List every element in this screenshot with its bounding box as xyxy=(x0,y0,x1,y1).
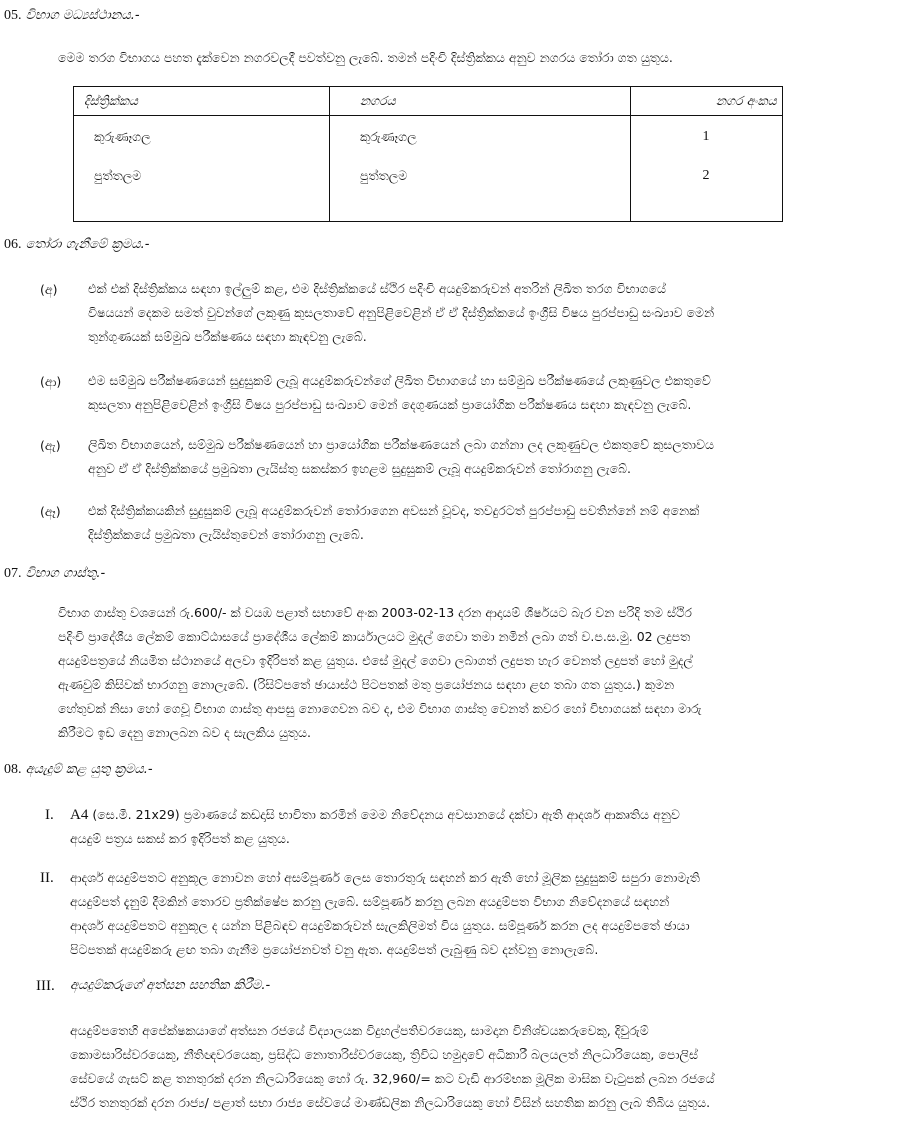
list-item: එක් දිස්ත්‍රික්කයකින් සුදුසුකම් ලැබූ අයදුම්කරුවන් තෝරාගෙන අවසන් වූවද, තවදුරටත් පුරප්පාඩු පවතින්නේ නම් අනෙක් දිස්ත්‍රික්කයේ ප්‍රමුඛතා ලැයිස්තුවෙන් තෝරාගනු ලැබේ. xyxy=(88,503,700,542)
list-item: ලිඛිත විභාගයෙන්, සම්මුඛ පරීක්ෂණයෙන් හා ප්‍රායෝගික පරීක්ෂණයෙන් ලබා ගන්නා ලද ලකුණුවල එකතුවේ කුසලතාවය අනුව ඒ ඒ දිස්ත්‍රික්කයේ ප්‍රමුඛතා ලැයිස්තු සකස්කර ඉහළම සුදුසුකම් ලැබූ අයදුම්කරුවන් තෝරාගනු ලැබේ. xyxy=(88,437,715,476)
section-title: තෝරා ගැනීමේ ක්‍රමය.- xyxy=(25,237,150,252)
table-row xyxy=(74,158,783,222)
item-label: II. xyxy=(40,870,54,886)
subsection-title: අයදුම්කරුගේ අත්සන සහතික කිරීම.- xyxy=(70,978,271,993)
venue-table xyxy=(73,86,783,222)
section-title: අයැදුම් කළ යුතු ක්‍රමය.- xyxy=(25,762,153,777)
header-city: නගරය xyxy=(330,87,631,116)
list-item: එම සම්මුඛ පරීක්ෂණයෙන් සුදුසුකම් ලැබූ අයදුම්කරුවන්ගේ ලිඛිත විභාගයේ හා සම්මුඛ පරීක්ෂණයේ ලකුණුවල එකතුවේ කුසලතා අනුපිළිවෙළින් ඉංග්‍රීසි විෂය පුරප්පාඩු සංඛ්‍යාව මෙන් දෙගුණයක් ප්‍රායෝගික පරීක්ෂණය සඳහා කැඳවනු ලැබේ. xyxy=(88,373,711,412)
section-number: 05. xyxy=(4,8,22,23)
section-number: 06. xyxy=(4,237,22,252)
cell-city: කුරුණෑගල xyxy=(330,116,631,159)
list-item: අයදුම්පතෙහි අපේක්ෂකයාගේ අත්සන රජයේ විද්‍යාලයක විදුහල්පතිවරයෙකු, සාමදාන විනිශ්චයකරුවෙකු, දිවුරුම් කොමසාරිස්වරයෙකු, නීතිඥවරයෙකු, ප්‍රසිද්ධ නොතාරිස්වරයෙකු, ත්‍රිවිධ හමුදාවේ අධිකාරී බලයලත් නිලධාරියෙකු, පොලිස් සේවයේ ගැසට් කළ තනතුරක් දරන නිලධාරියෙකු හෝ රු. 32,960/= කට වැඩි ආරම්භක මූලික මාසික වැටුපක් ලබන රජයේ ස්ථිර තනතුරක් දරන රාජ්‍ය/ පළාත් සභා රාජ්‍ය සේවයේ මාණ්ඩලික නිලධාරියෙකු හෝ විසින් සහතික කරනු ලැබ තිබිය යුතුය. xyxy=(70,1023,715,1110)
section-08-heading xyxy=(4,762,153,778)
paper-size-lead: A4 xyxy=(70,807,89,823)
section-07-body: විභාග ගාස්තු වශයෙන් රු.600/- ක් වයඹ පළාත් සභාවේ අංක 2003-02-13 දරන ආදායම් ශීර්ෂයට බැර වන පරිදි තම ස්ථිර පදිංචි ප්‍රාදේශීය ලේකම් කොට්ඨාසයේ ප්‍රාදේශීය ලේකම් කාර්යාලයට මුදල් ගෙවා තමා නමින් ලබා ගත් ව.ප.ස.මු. 02 ලදුපත අයදුම්පත්‍රයේ නියමිත ස්ථානයේ අලවා ඉදිරිපත් කළ යුතුය. එසේ මුදල් ගෙවා ලබාගත් ලදුපත හැර වෙනත් ලදුපත් හෝ මුදල් ඇණවුම් කිසිවක් භාරගනු නොලැබේ. (රිසිට්පතේ ඡායාස්ථ පිටපතක් මතු ප්‍රයෝජනය සඳහා ළඟ තබා ගත යුතුය.) කුමන හේතුවක් නිසා හෝ ගෙවූ විභාග ගාස්තු ආපසු නොගෙවන බව ද, එම විභාග ගාස්තු වෙනත් කවර හෝ විභාගයක් සඳහා මාරු කිරීමට ඉඩ දෙනු නොලබන බව ද සැලකිය යුතුය. xyxy=(58,605,702,740)
item-label: (අ) xyxy=(40,282,58,297)
item-label: I. xyxy=(45,807,54,823)
section-06-heading xyxy=(4,237,149,253)
section-05-heading xyxy=(4,8,140,24)
cell-city-code: 1 xyxy=(631,116,783,159)
item-label: (ඇ) xyxy=(40,438,61,453)
section-07-heading xyxy=(4,566,105,582)
list-item: A4 (සෙ.මී. 21x29) ප්‍රමාණයේ කඩදාසි භාවිතා කරමින් මෙම නිවේදනය අවසානයේ දක්වා ඇති ආදර්ශ ආකෘතිය අනුව අයදුම් පත්‍රය සකස් කර ඉදිරිපත් කළ යුතුය. xyxy=(70,807,680,846)
section-05-intro: මෙම තරග විභාගය පහත දැක්වෙන නගරවලදී පවත්වනු ලැබේ. තමන් පදිංචි දිස්ත්‍රික්කය අනුව නගරය තෝරා ගත යුතුය. xyxy=(58,50,673,65)
list-item: එක් එක් දිස්ත්‍රික්කය සඳහා ඉල්ලුම් කළ, එම දිස්ත්‍රික්කයේ ස්ථිර පදිංචි අයදුම්කරුවන් අතරින් ලිඛිත තරග විභාගයේ විෂයයන් දෙකම සමත් වුවන්ගේ ලකුණු කුසලතාවේ අනුපිළිවෙළින් ඒ ඒ දිස්ත්‍රික්කයේ ඉංග්‍රීසි විෂය පුරප්පාඩු සංඛ්‍යාව මෙන් තුන්ගුණයක් සම්මුඛ පරීක්ෂණය සඳහා කැඳවනු ලැබේ. xyxy=(88,281,715,344)
list-item: ආදර්ශ අයදුම්පතට අනුකූල නොවන හෝ අසම්පූර්ණ ලෙස තොරතුරු සඳහන් කර ඇති හෝ මූලික සුදුසුකම් සපුරා නොමැති අයදුම්පත් දැනුම් දීමකින් තොරව ප්‍රතික්ෂේප කරනු ලැබේ. සම්පූර්ණ කරනු ලබන අයදුම්පත විභාග නිවේදනයේ සඳහන් ආදර්ශ අයදුම්පතට අනුකූල ද යන්න පිළිබඳව අයදුම්කරුවන් සැලකිලිමත් විය යුතුය. සම්පූර්ණ කරන ලද අයදුම්පතේ ඡායා පිටපතක් අයදුම්කරු ළඟ තබා ගැනීම ප්‍රයෝජනවත් වනු ඇත. අයදුම්පත් ලැබුණු බව දන්වනු නොලැබේ. xyxy=(70,870,700,957)
section-number: 08. xyxy=(4,762,22,777)
item-label: (ආ) xyxy=(40,374,62,389)
cell-district: කුරුණෑගල xyxy=(74,116,330,159)
table-header-row xyxy=(74,87,783,116)
section-title: විභාග මධ්‍යස්ථානය.- xyxy=(25,8,140,23)
header-city-code: නගර අංකය xyxy=(631,87,783,116)
item-label: III. xyxy=(36,978,55,994)
section-title: විභාග ගාස්තු.- xyxy=(25,566,106,581)
table-row xyxy=(74,116,783,159)
section-number: 07. xyxy=(4,566,22,581)
cell-city-code: 2 xyxy=(631,158,783,222)
item-label: (ඈ) xyxy=(40,504,61,519)
header-district: දිස්ත්‍රික්කය xyxy=(74,87,330,116)
cell-district: පුත්තලම xyxy=(74,158,330,222)
cell-city: පුත්තලම xyxy=(330,158,631,222)
